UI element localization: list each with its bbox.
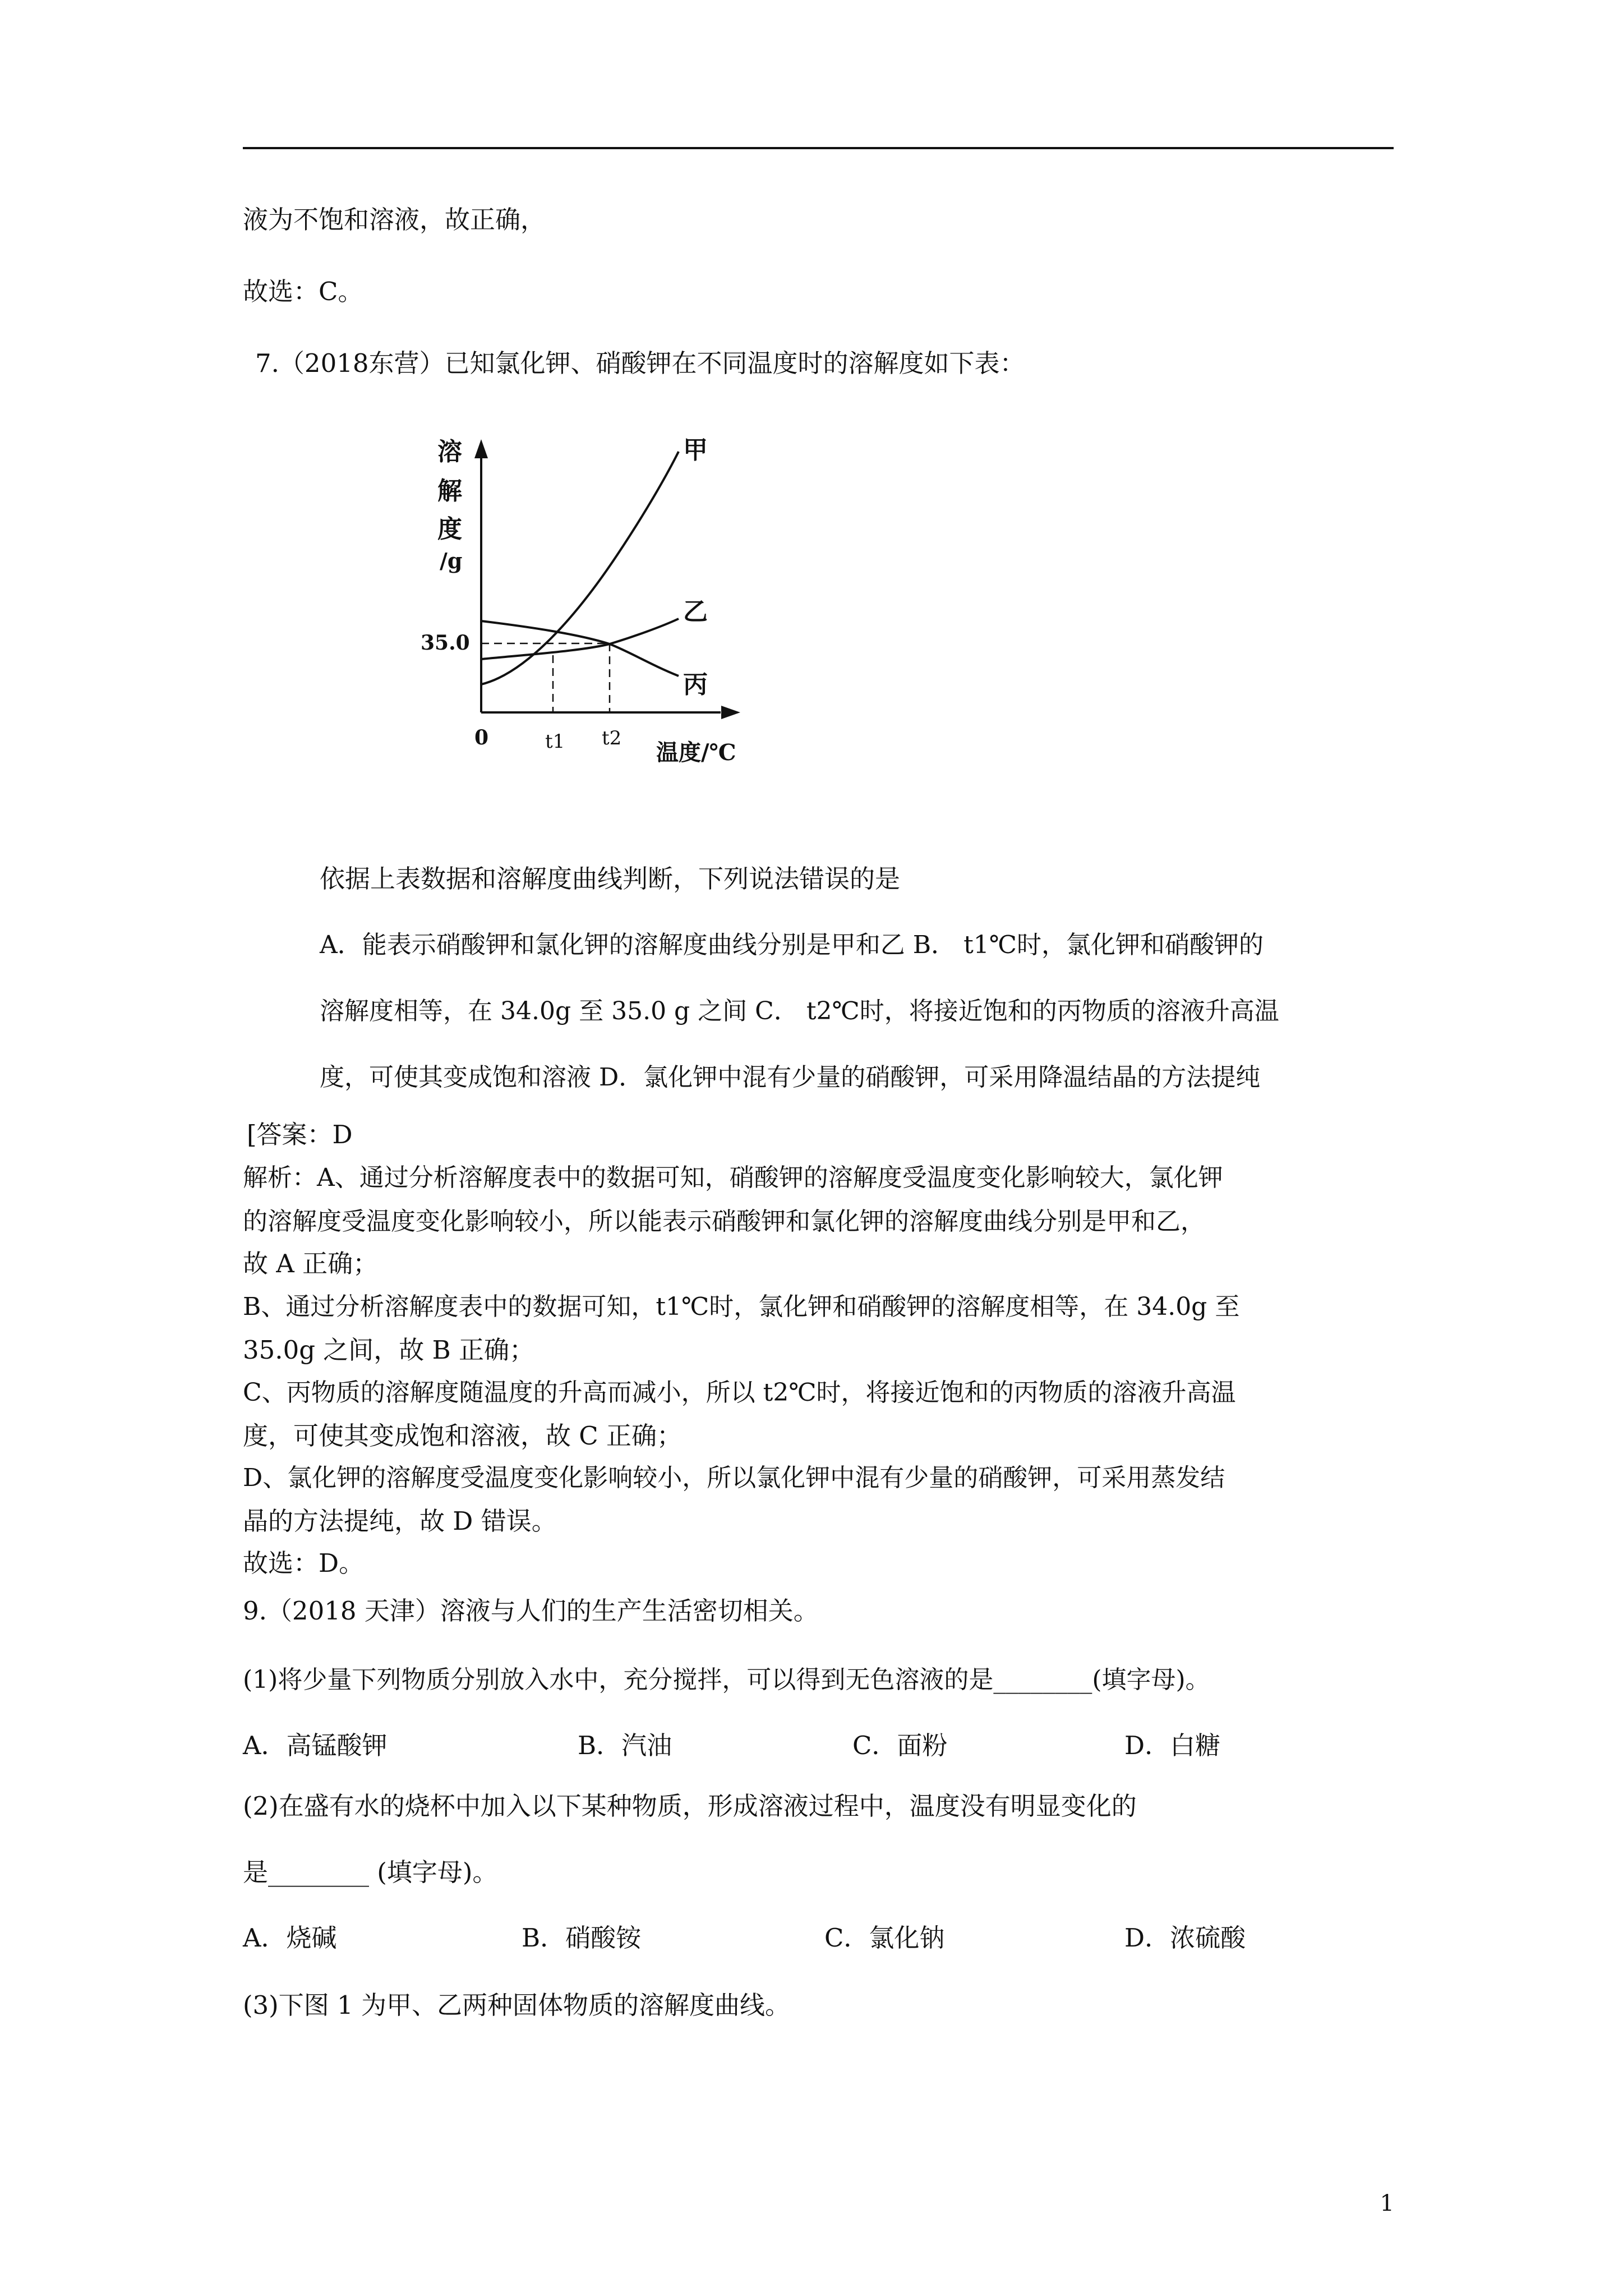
analysis-line: B、通过分析溶解度表中的数据可知，t1℃时，氯化钾和硝酸钾的溶解度相等，在 34.0g 至 [243, 1292, 1240, 1321]
analysis-line: C、丙物质的溶解度随温度的升高而减小，所以 t2℃时，将接近饱和的丙物质的溶液升高温 [243, 1378, 1236, 1407]
analysis-line: 故 A 正确； [243, 1249, 379, 1278]
q1-option-a: A．高锰酸钾 [243, 1731, 388, 1760]
answer-line: [答案：D [247, 1120, 353, 1149]
analysis-line: 晶的方法提纯，故 D 错误。 [243, 1506, 557, 1536]
q2-option-b: B．硝酸铵 [522, 1923, 642, 1953]
page-number: 1 [1380, 2191, 1394, 2216]
option-line: 溶解度相等，在 34.0g 至 35.0 g 之间 C． t2℃时，将接近饱和的丙物质的溶液升高温 [320, 997, 1279, 1025]
question-7: 7.（2018东营）已知氯化钾、硝酸钾在不同温度时的溶解度如下表： [255, 348, 1025, 378]
ylabel-unit: /g [440, 548, 463, 573]
q1-option-c: C．面粉 [852, 1731, 948, 1760]
header-rule [243, 147, 1394, 149]
text-line: 故选：C。 [243, 277, 363, 306]
y-axis-arrow [474, 439, 488, 458]
x-tick-label: t2 [602, 727, 622, 749]
x-axis-arrow [721, 706, 740, 719]
ylabel-char: 解 [437, 477, 462, 505]
analysis-line: 解析：A、通过分析溶解度表中的数据可知，硝酸钾的溶解度受温度变化影响较大，氯化钾 [243, 1163, 1223, 1192]
analysis-line: 故选：D。 [243, 1548, 365, 1578]
sub-question-2-cont: 是________ (填字母)。 [243, 1857, 498, 1887]
y-tick-label: 35.0 [421, 631, 470, 655]
question-9: 9.（2018 天津）溶液与人们的生产生活密切相关。 [243, 1596, 819, 1626]
option-line: A．能表示硝酸钾和氯化钾的溶解度曲线分别是甲和乙 B． t1℃时，氯化钾和硝酸钾的 [320, 931, 1264, 959]
q1-option-d: D．白糖 [1124, 1731, 1221, 1760]
q2-option-c: C．氯化钠 [824, 1923, 945, 1953]
xlabel: 温度/℃ [656, 739, 736, 766]
q1-option-b: B．汽油 [578, 1731, 672, 1760]
analysis-line: 35.0g 之间，故 B 正确； [243, 1335, 534, 1365]
series-label-jia: 甲 [683, 436, 708, 464]
option-line: 度，可使其变成饱和溶液 D．氯化钾中混有少量的硝酸钾，可采用降温结晶的方法提纯 [320, 1063, 1261, 1092]
q2-option-a: A．烧碱 [243, 1923, 337, 1953]
ylabel-char: 溶 [437, 438, 462, 466]
analysis-line: 度，可使其变成饱和溶液，故 C 正确； [243, 1421, 683, 1451]
q2-option-d: D．浓硫酸 [1124, 1923, 1246, 1953]
series-label-yi: 乙 [683, 597, 708, 626]
sub-question-3: (3)下图 1 为甲、乙两种固体物质的溶解度曲线。 [243, 1990, 790, 2020]
sub-question-2: (2)在盛有水的烧杯中加入以下某种物质，形成溶液过程中，温度没有明显变化的 [243, 1791, 1137, 1821]
ylabel-char: 度 [437, 515, 462, 544]
origin-label: 0 [474, 726, 489, 749]
text-line: 依据上表数据和溶解度曲线判断，下列说法错误的是 [320, 864, 901, 894]
solubility-chart [415, 429, 774, 777]
sub-question-1: (1)将少量下列物质分别放入水中，充分搅拌，可以得到无色溶液的是________(填字母)。 [243, 1665, 1210, 1694]
analysis-line: 的溶解度受温度变化影响较小，所以能表示硝酸钾和氯化钾的溶解度曲线分别是甲和乙， [243, 1207, 1205, 1236]
text-line: 液为不饱和溶液，故正确， [243, 205, 546, 234]
analysis-line: D、氯化钾的溶解度受温度变化影响较小，所以氯化钾中混有少量的硝酸钾，可采用蒸发结 [243, 1464, 1225, 1492]
series-label-bing: 丙 [683, 670, 708, 699]
x-tick-label: t1 [545, 730, 565, 753]
